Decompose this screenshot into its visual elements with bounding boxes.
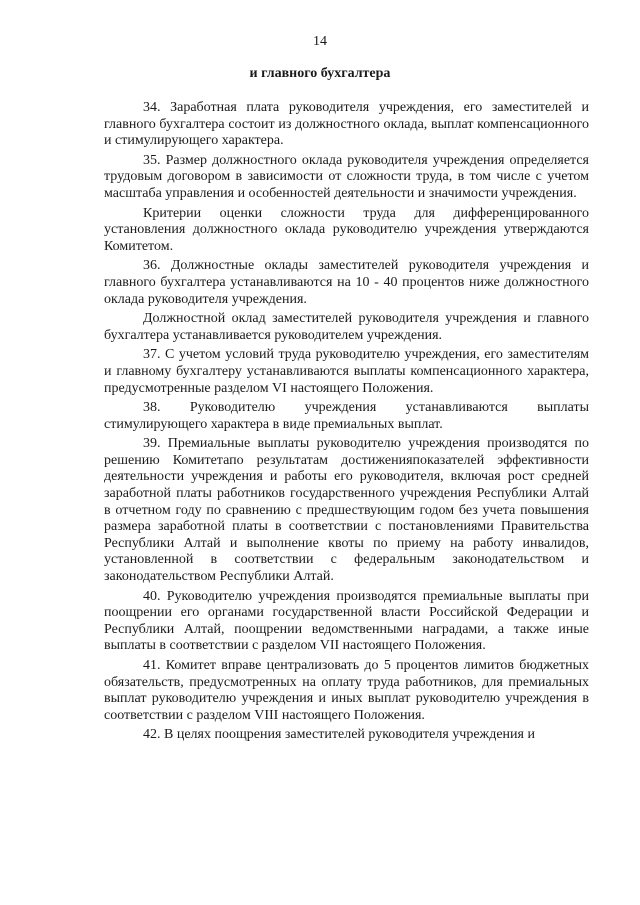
- paragraph-34: 34. Заработная плата руководителя учреждения, его заместителей и главного бухгалтера состоит из должностного оклада, выплат компенсационного и стимулирующего характера.: [104, 100, 589, 149]
- paragraph-35: 35. Размер должностного оклада руководителя учреждения определяется трудовым договором в зависимости от сложности труда, в том числе с учетом масштаба управления и особенностей деятельности и значимости учреждения.: [104, 152, 589, 201]
- section-title: и главного бухгалтера: [249, 66, 391, 81]
- paragraph-36: 36. Должностные оклады заместителей руководителя учреждения и главного бухгалтера устанавливаются на 10 - 40 процентов ниже должностного оклада руководителя учреждения.: [104, 258, 589, 307]
- paragraph-35-criteria: Критерии оценки сложности труда для дифференцированного установления должностного оклада руководителю учреждения утверждаются Комитетом.: [104, 205, 589, 254]
- paragraph-41: 41. Комитет вправе централизовать до 5 процентов лимитов бюджетных обязательств, предусмотренных на оплату труда работников, для премиальных выплат руководителю учреждения и иных выплат руководителю учреждения в соответствии с разделом VIII настоящего Положения.: [104, 658, 589, 723]
- page-number: 14: [313, 34, 327, 49]
- paragraph-37: 37. С учетом условий труда руководителю учреждения, его заместителям и главному бухгалтеру устанавливаются выплаты компенсационного характера, предусмотренные разделом VI настоящего Положения.: [104, 347, 589, 396]
- paragraph-40: 40. Руководителю учреждения производятся премиальные выплаты при поощрении его органами государственной власти Российской Федерации и Республики Алтай, поощрении ведомственными наградами, а также иные выплаты в соответствии с разделом VII настоящего Положения.: [104, 588, 589, 654]
- paragraph-39: 39. Премиальные выплаты руководителю учреждения производятся по решению Комитетапо результатам достиженияпоказателей эффективности деятельности учреждения и работы его руководителя, включая рост средней заработной платы работников государственного учреждения Республики Алтай в отчетном году по сравнению с предшествующим годом без учета повышения размера заработной платы в соответствии с постановлениями Правительства Республики Алтай и выполнение квоты по приему на работу инвалидов, установленной в соответствии с федеральным законодательством и законодательством Республики Алтай.: [104, 436, 589, 585]
- paragraph-36-deputy-salary: Должностной оклад заместителей руководителя учреждения и главного бухгалтера устанавливается руководителем учреждения.: [104, 311, 589, 343]
- paragraph-42: 42. В целях поощрения заместителей руководителя учреждения и: [143, 727, 535, 743]
- paragraph-38: 38. Руководителю учреждения устанавливаются выплаты стимулирующего характера в виде премиальных выплат.: [104, 400, 589, 432]
- document-body: [104, 100, 589, 744]
